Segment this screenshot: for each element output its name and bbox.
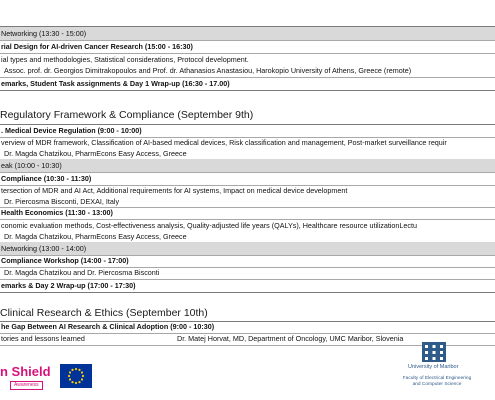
university-building-icon (422, 342, 446, 362)
wrapup-row: emarks, Student Task assignments & Day 1 Wrap-up (16:30 - 17.00) (1, 79, 230, 88)
session-topics-row: tersection of MDR and AI Act, Additional requirements for AI systems, Impact on medical device development (1, 186, 348, 195)
wrapup-row: emarks & Day 2 Wrap-up (17:00 - 17:30) (1, 281, 136, 290)
session-title-row: he Gap Between AI Research & Clinical Adoption (9:00 - 10:30) (1, 322, 215, 331)
session-title-row: Compliance (10:30 - 11:30) (1, 174, 92, 183)
session-topics-row: verview of MDR framework, Classification of AI-based medical devices, Risk classification and management, Post-market surveillance requir (1, 138, 447, 147)
session-title-row: rial Design for AI-driven Cancer Research (15:00 - 16:30) (1, 42, 193, 51)
day2-heading: Regulatory Framework & Compliance (September 9th) (0, 109, 254, 121)
session-topics-row: ial types and methodologies, Statistical considerations, Protocol development. (1, 55, 249, 64)
shield-awareness-logo: n Shield Awareness (0, 364, 51, 388)
session-title-row: Health Economics (11:30 - 13:00) (1, 208, 113, 217)
table-line (0, 90, 495, 91)
session-title-row: . Medical Device Regulation (9:00 - 10:00) (1, 126, 142, 135)
session-topics-row: tories and lessons learned Dr. Matej Horvat, MD, Department of Oncology, UMC Maribor, Slovenia (1, 334, 404, 343)
table-line (0, 292, 495, 293)
session-title-row: Compliance Workshop (14:00 - 17:00) (1, 256, 129, 265)
session-speaker-row: Dr. Piercosma Bisconti, DEXAI, Italy (4, 197, 120, 206)
networking-row: Networking (13:30 - 15:00) (0, 27, 495, 40)
university-of-maribor-logo: University of Maribor Faculty of Electrical Engineering and Computer Science (390, 342, 480, 396)
eu-flag-icon (60, 364, 92, 388)
session-speaker-row: Dr. Magda Chatzikou, PharmEcons Easy Access, Greece (4, 232, 187, 241)
session-speaker-row: Assoc. prof. dr. Georgios Dimitrakopoulos and Prof. dr. Athanasios Anastasiou, Harokopio University of Athens, Greece (remote) (4, 66, 412, 75)
day3-heading: Clinical Research & Ethics (September 10th) (0, 307, 208, 319)
break-row: eak (10:00 - 10:30) (0, 159, 495, 172)
session-topics-row: conomic evaluation methods, Cost-effectiveness analysis, Quality-adjusted life years (QALYs), Healthcare resource utilizationLectu (1, 221, 418, 230)
networking-row: Networking (13:00 - 14:00) (0, 242, 495, 255)
session-speaker-row: Dr. Magda Chatzikou, PharmEcons Easy Access, Greece (4, 149, 187, 158)
session-speaker-row: Dr. Magda Chatzikou and Dr. Piercosma Bisconti (4, 268, 160, 277)
